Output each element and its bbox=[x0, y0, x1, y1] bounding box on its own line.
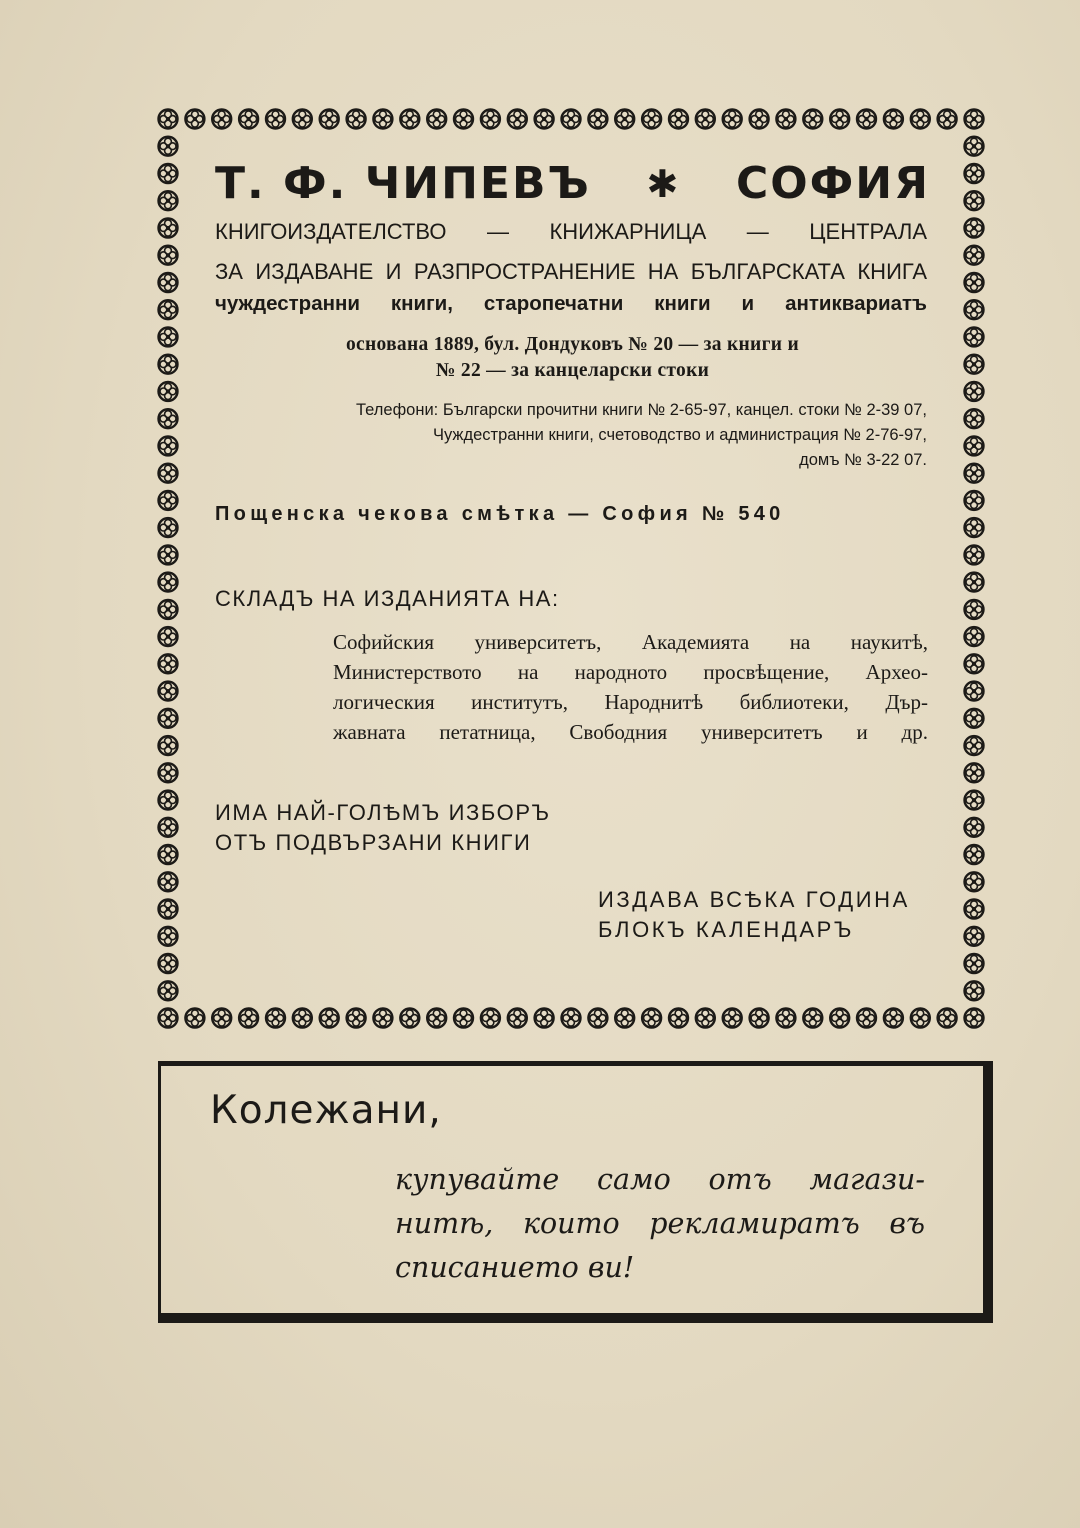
rosette-ornament-icon bbox=[642, 1009, 661, 1028]
rosette-ornament-icon bbox=[965, 981, 984, 1000]
rosette-ornament-icon bbox=[159, 110, 178, 129]
phone-line-1: Телефони: Български прочитни книги № 2-65-97, канцел. стоки № 2-39 07, bbox=[356, 401, 927, 419]
rosette-ornament-icon bbox=[965, 436, 984, 455]
rosette-ornament-icon bbox=[159, 545, 178, 564]
rosette-ornament-icon bbox=[884, 110, 903, 129]
rosette-ornament-icon bbox=[857, 110, 876, 129]
rosette-ornament-icon bbox=[159, 436, 178, 455]
rosette-ornament-icon bbox=[803, 110, 822, 129]
rosette-ornament-icon bbox=[723, 1009, 742, 1028]
rosette-ornament-icon bbox=[615, 1009, 634, 1028]
rosette-ornament-icon bbox=[965, 409, 984, 428]
address-line-2: № 22 — за канцеларски стоки bbox=[435, 360, 710, 381]
depot-line: логическия институтъ, Народнитѣ библиотеки, Дър- bbox=[333, 690, 928, 714]
rosette-ornament-icon bbox=[159, 709, 178, 728]
rosette-ornament-icon bbox=[696, 1009, 715, 1028]
advert-line: списанието ви! bbox=[395, 1251, 635, 1284]
rosette-ornament-icon bbox=[965, 845, 984, 864]
rosette-ornament-icon bbox=[965, 110, 984, 129]
rosette-ornament-icon bbox=[642, 110, 661, 129]
asterisk-icon: ✱ bbox=[646, 161, 681, 206]
rosette-ornament-icon bbox=[830, 110, 849, 129]
postal-account: Пощенска чекова смѣтка — София № 540 bbox=[215, 503, 785, 525]
rosette-ornament-icon bbox=[159, 900, 178, 919]
rosette-ornament-icon bbox=[159, 246, 178, 265]
rosette-ornament-icon bbox=[159, 600, 178, 619]
rosette-ornament-icon bbox=[400, 1009, 419, 1028]
business-line: КНИГОИЗДАТЕЛСТВО — КНИЖАРНИЦА — ЦЕНТРАЛА bbox=[215, 219, 927, 244]
rosette-ornament-icon bbox=[803, 1009, 822, 1028]
mission-line: ЗА ИЗДАВАНЕ И РАЗПРОСТРАНЕНИЕ НА БЪЛГАРСКАТА КНИГА bbox=[215, 259, 927, 284]
rosette-ornament-icon bbox=[159, 491, 178, 510]
rosette-ornament-icon bbox=[965, 791, 984, 810]
rosette-ornament-icon bbox=[588, 1009, 607, 1028]
address-line-1: основана 1889, бул. Дондуковъ № 20 — за книги и bbox=[346, 334, 799, 355]
rosette-ornament-icon bbox=[965, 600, 984, 619]
rosette-ornament-icon bbox=[615, 110, 634, 129]
rosette-ornament-icon bbox=[696, 110, 715, 129]
depot-line: Министерството на народното просвѣщение, Архео- bbox=[333, 660, 928, 684]
rosette-ornament-icon bbox=[965, 682, 984, 701]
rosette-ornament-icon bbox=[212, 1009, 231, 1028]
advert-line: нитѣ, които рекламиратъ въ bbox=[395, 1207, 925, 1240]
rosette-ornament-icon bbox=[965, 900, 984, 919]
rosette-ornament-icon bbox=[965, 491, 984, 510]
rosette-ornament-icon bbox=[965, 1009, 984, 1028]
rosette-ornament-icon bbox=[159, 300, 178, 319]
rosette-ornament-icon bbox=[159, 818, 178, 837]
rosette-ornament-icon bbox=[159, 273, 178, 292]
rosette-ornament-icon bbox=[830, 1009, 849, 1028]
depot-line: жавната петатница, Свободния университетъ и др. bbox=[333, 720, 928, 744]
rosette-ornament-icon bbox=[508, 1009, 527, 1028]
rosette-ornament-icon bbox=[884, 1009, 903, 1028]
rosette-ornament-icon bbox=[293, 1009, 312, 1028]
rosette-ornament-icon bbox=[159, 791, 178, 810]
rosette-ornament-icon bbox=[185, 110, 204, 129]
rosette-ornament-icon bbox=[481, 1009, 500, 1028]
rosette-ornament-icon bbox=[159, 409, 178, 428]
rosette-ornament-icon bbox=[723, 110, 742, 129]
rosette-ornament-icon bbox=[159, 219, 178, 238]
advert-line: купувайте само отъ магази- bbox=[395, 1163, 925, 1196]
rosette-ornament-icon bbox=[938, 1009, 957, 1028]
phone-list bbox=[215, 398, 927, 473]
rosette-ornament-icon bbox=[239, 110, 258, 129]
rosette-ornament-icon bbox=[159, 464, 178, 483]
rosette-ornament-icon bbox=[911, 1009, 930, 1028]
rosette-ornament-icon bbox=[159, 872, 178, 891]
rosette-ornament-icon bbox=[454, 110, 473, 129]
firm-title bbox=[215, 158, 930, 209]
rosette-ornament-icon bbox=[965, 927, 984, 946]
rosette-ornament-icon bbox=[965, 518, 984, 537]
rosette-ornament-icon bbox=[535, 1009, 554, 1028]
rosette-ornament-icon bbox=[159, 763, 178, 782]
rosette-ornament-icon bbox=[159, 654, 178, 673]
rosette-ornament-icon bbox=[427, 110, 446, 129]
selection-line-2: ОТЪ ПОДВЪРЗАНИ КНИГИ bbox=[215, 830, 532, 855]
rosette-ornament-icon bbox=[776, 1009, 795, 1028]
phone-line-3: домъ № 3-22 07. bbox=[799, 451, 927, 469]
rosette-ornament-icon bbox=[159, 164, 178, 183]
depot-body bbox=[333, 627, 928, 747]
rosette-ornament-icon bbox=[965, 191, 984, 210]
firm-city: СОФИЯ bbox=[735, 158, 930, 209]
rosette-ornament-icon bbox=[857, 1009, 876, 1028]
rosette-ornament-icon bbox=[669, 1009, 688, 1028]
depot-heading: СКЛАДЪ НА ИЗДАНИЯТА НА: bbox=[215, 586, 560, 611]
rosette-ornament-icon bbox=[159, 1009, 178, 1028]
rosette-ornament-icon bbox=[347, 110, 366, 129]
rosette-ornament-icon bbox=[320, 1009, 339, 1028]
rosette-ornament-icon bbox=[965, 273, 984, 292]
rosette-ornament-icon bbox=[347, 1009, 366, 1028]
rosette-ornament-icon bbox=[965, 219, 984, 238]
rosette-ornament-icon bbox=[159, 845, 178, 864]
rosette-ornament-icon bbox=[159, 355, 178, 374]
rosette-ornament-icon bbox=[965, 464, 984, 483]
books-line: чуждестранни книги, старопечатни книги и антиквариатъ bbox=[215, 292, 927, 315]
firm-name: Т. Ф. ЧИПЕВЪ bbox=[215, 158, 591, 209]
calendar-line-1: ИЗДАВА ВСѢКА ГОДИНА bbox=[598, 887, 910, 912]
rosette-ornament-icon bbox=[185, 1009, 204, 1028]
rosette-ornament-icon bbox=[454, 1009, 473, 1028]
rosette-ornament-icon bbox=[965, 818, 984, 837]
rosette-ornament-icon bbox=[965, 300, 984, 319]
rosette-ornament-icon bbox=[400, 110, 419, 129]
rosette-ornament-icon bbox=[965, 246, 984, 265]
phone-line-2: Чуждестранни книги, счетоводство и администрация № 2-76-97, bbox=[432, 426, 927, 444]
rosette-ornament-icon bbox=[266, 110, 285, 129]
rosette-ornament-icon bbox=[965, 355, 984, 374]
rosette-ornament-icon bbox=[938, 110, 957, 129]
rosette-ornament-icon bbox=[266, 1009, 285, 1028]
rosette-ornament-icon bbox=[373, 1009, 392, 1028]
rosette-ornament-icon bbox=[965, 545, 984, 564]
rosette-ornament-icon bbox=[965, 872, 984, 891]
rosette-ornament-icon bbox=[965, 709, 984, 728]
rosette-ornament-icon bbox=[159, 981, 178, 1000]
rosette-ornament-icon bbox=[159, 137, 178, 156]
rosette-ornament-icon bbox=[159, 191, 178, 210]
rosette-ornament-icon bbox=[965, 954, 984, 973]
rosette-ornament-icon bbox=[373, 110, 392, 129]
rosette-ornament-icon bbox=[965, 736, 984, 755]
rosette-ornament-icon bbox=[159, 382, 178, 401]
rosette-ornament-icon bbox=[239, 1009, 258, 1028]
rosette-ornament-icon bbox=[750, 110, 769, 129]
rosette-ornament-icon bbox=[965, 627, 984, 646]
rosette-ornament-icon bbox=[320, 110, 339, 129]
rosette-ornament-icon bbox=[159, 327, 178, 346]
rosette-ornament-icon bbox=[159, 927, 178, 946]
rosette-ornament-icon bbox=[481, 110, 500, 129]
rosette-ornament-icon bbox=[508, 110, 527, 129]
rosette-ornament-icon bbox=[965, 164, 984, 183]
rosette-ornament-icon bbox=[965, 327, 984, 346]
rosette-ornament-icon bbox=[776, 110, 795, 129]
advert-body bbox=[395, 1158, 925, 1290]
rosette-ornament-icon bbox=[562, 110, 581, 129]
rosette-ornament-icon bbox=[427, 1009, 446, 1028]
rosette-ornament-icon bbox=[965, 654, 984, 673]
rosette-ornament-icon bbox=[965, 763, 984, 782]
rosette-ornament-icon bbox=[965, 573, 984, 592]
rosette-ornament-icon bbox=[159, 954, 178, 973]
rosette-ornament-icon bbox=[965, 137, 984, 156]
rosette-ornament-icon bbox=[159, 682, 178, 701]
rosette-ornament-icon bbox=[159, 736, 178, 755]
selection-line-1: ИМА НАЙ-ГОЛѢМЪ ИЗБОРЪ bbox=[215, 800, 551, 825]
rosette-ornament-icon bbox=[750, 1009, 769, 1028]
rosette-ornament-icon bbox=[911, 110, 930, 129]
rosette-ornament-icon bbox=[159, 518, 178, 537]
rosette-ornament-icon bbox=[212, 110, 231, 129]
rosette-ornament-icon bbox=[535, 110, 554, 129]
rosette-ornament-icon bbox=[588, 110, 607, 129]
rosette-ornament-icon bbox=[562, 1009, 581, 1028]
rosette-ornament-icon bbox=[293, 110, 312, 129]
advert-title: Колежани, bbox=[210, 1088, 442, 1133]
rosette-ornament-icon bbox=[965, 382, 984, 401]
rosette-ornament-icon bbox=[669, 110, 688, 129]
rosette-ornament-icon bbox=[159, 627, 178, 646]
rosette-ornament-icon bbox=[159, 573, 178, 592]
depot-line: Софийския университетъ, Академията на наукитѣ, bbox=[333, 630, 928, 654]
calendar-line-2: БЛОКЪ КАЛЕНДАРЪ bbox=[598, 917, 854, 942]
